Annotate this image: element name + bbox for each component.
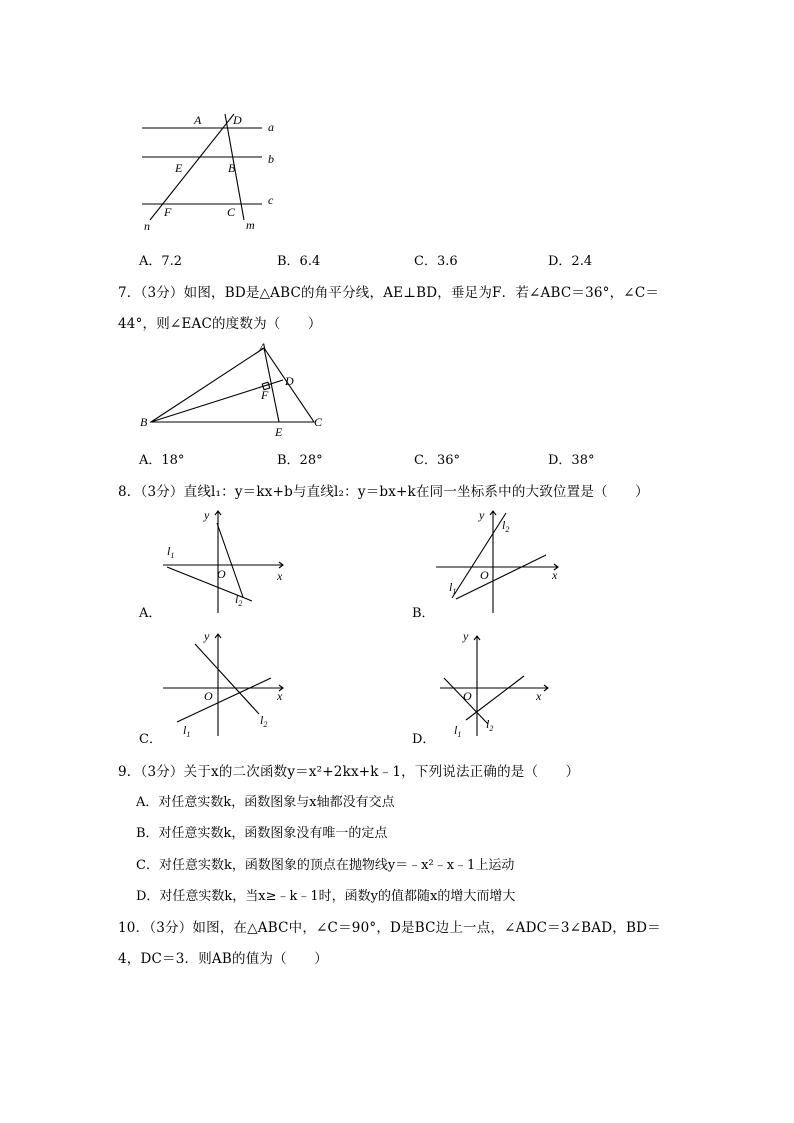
line-l2-label: $l_2$ — [235, 592, 243, 608]
parallel-lines-figure — [130, 108, 290, 236]
q7-option-b[interactable]: B．28° — [277, 453, 323, 468]
line-l1-label: $l_1$ — [183, 723, 191, 738]
axis-x-label: x — [277, 689, 283, 703]
axis-x-label: x — [552, 568, 558, 582]
label-B: B — [140, 415, 148, 429]
axis-x-label: x — [536, 689, 542, 703]
q7-option-c[interactable]: C．36° — [414, 453, 460, 468]
q8-text: 8．（3分）直线l₁：y＝kx+b与直线l₂：y＝bx+k在同一坐标系中的大致位置是（ ） — [118, 484, 649, 500]
q10-text-line2: 4，DC＝3．则AB的值为（ ） — [118, 951, 328, 967]
label-C: C — [314, 415, 323, 429]
label-c: c — [268, 193, 274, 207]
label-b: b — [268, 152, 274, 166]
graph-a — [155, 505, 295, 615]
q9-text: 9．（3分）关于x的二次函数y＝x²+2kx+k﹣1，下列说法正确的是（ ） — [118, 764, 580, 780]
q7-option-d[interactable]: D．38° — [548, 453, 595, 468]
label-a: a — [268, 120, 274, 134]
label-A: A — [259, 340, 267, 354]
q8-option-c[interactable]: C． — [139, 732, 162, 747]
origin-label: O — [217, 567, 226, 581]
q9-option-b[interactable]: B．对任意实数k，函数图象没有唯一的定点 — [136, 826, 388, 841]
line-l2-label: $l_2$ — [502, 518, 510, 534]
label-E: E — [175, 161, 183, 175]
axis-y-label: y — [463, 629, 469, 643]
q8-option-a[interactable]: A． — [139, 606, 162, 621]
label-F: F — [164, 205, 172, 219]
line-l2-label: $l_2$ — [260, 713, 268, 729]
label-n: n — [144, 219, 150, 233]
graph-c — [155, 628, 295, 738]
q6-option-b[interactable]: B．6.4 — [277, 254, 321, 269]
graph-d — [430, 628, 570, 738]
label-D: D — [285, 374, 294, 388]
axis-y-label: y — [204, 508, 210, 522]
q6-option-c[interactable]: C．3.6 — [414, 254, 458, 269]
origin-label: O — [463, 689, 472, 703]
label-A: A — [194, 113, 202, 127]
q7-text-line2: 44°，则∠EAC的度数为（ ） — [118, 316, 322, 332]
q9-option-d[interactable]: D．对任意实数k，当x≥﹣k﹣1时，函数y的值都随x的增大而增大 — [136, 889, 516, 904]
line-l1-label: $l_1$ — [454, 723, 462, 738]
label-F: F — [261, 388, 269, 402]
q8-option-b[interactable]: B． — [412, 606, 435, 621]
graph-b — [430, 505, 570, 615]
label-D: D — [233, 113, 242, 127]
origin-label: O — [204, 689, 213, 703]
q9-option-a[interactable]: A．对任意实数k，函数图象与x轴都没有交点 — [136, 795, 395, 810]
axis-y-label: y — [204, 629, 210, 643]
axis-x-label: x — [277, 569, 283, 583]
q9-option-c[interactable]: C．对任意实数k，函数图象的顶点在抛物线y＝﹣x²﹣x﹣1上运动 — [136, 858, 515, 873]
line-l2-label: $l_2$ — [486, 717, 494, 733]
q10-text-line1: 10．（3分）如图，在△ABC中，∠C＝90°，D是BC边上一点，∠ADC＝3∠BAD，BD＝ — [118, 920, 661, 936]
q7-option-a[interactable]: A．18° — [139, 453, 185, 468]
origin-label: O — [480, 568, 489, 582]
q6-option-a[interactable]: A．7.2 — [139, 254, 183, 269]
line-l1-label: $l_1$ — [167, 544, 175, 560]
label-E: E — [275, 425, 283, 439]
label-B: B — [228, 161, 236, 175]
label-m: m — [246, 218, 255, 232]
q6-option-d[interactable]: D．2.4 — [548, 254, 593, 269]
axis-y-label: y — [479, 508, 485, 522]
line-l1-label: $l_1$ — [449, 580, 457, 596]
label-C: C — [227, 205, 236, 219]
q8-option-d[interactable]: D． — [412, 732, 436, 747]
triangle-figure — [136, 340, 336, 440]
q7-text-line1: 7．（3分）如图，BD是△ABC的角平分线，AE⊥BD，垂足为F．若∠ABC＝36°，∠C＝ — [118, 285, 660, 301]
